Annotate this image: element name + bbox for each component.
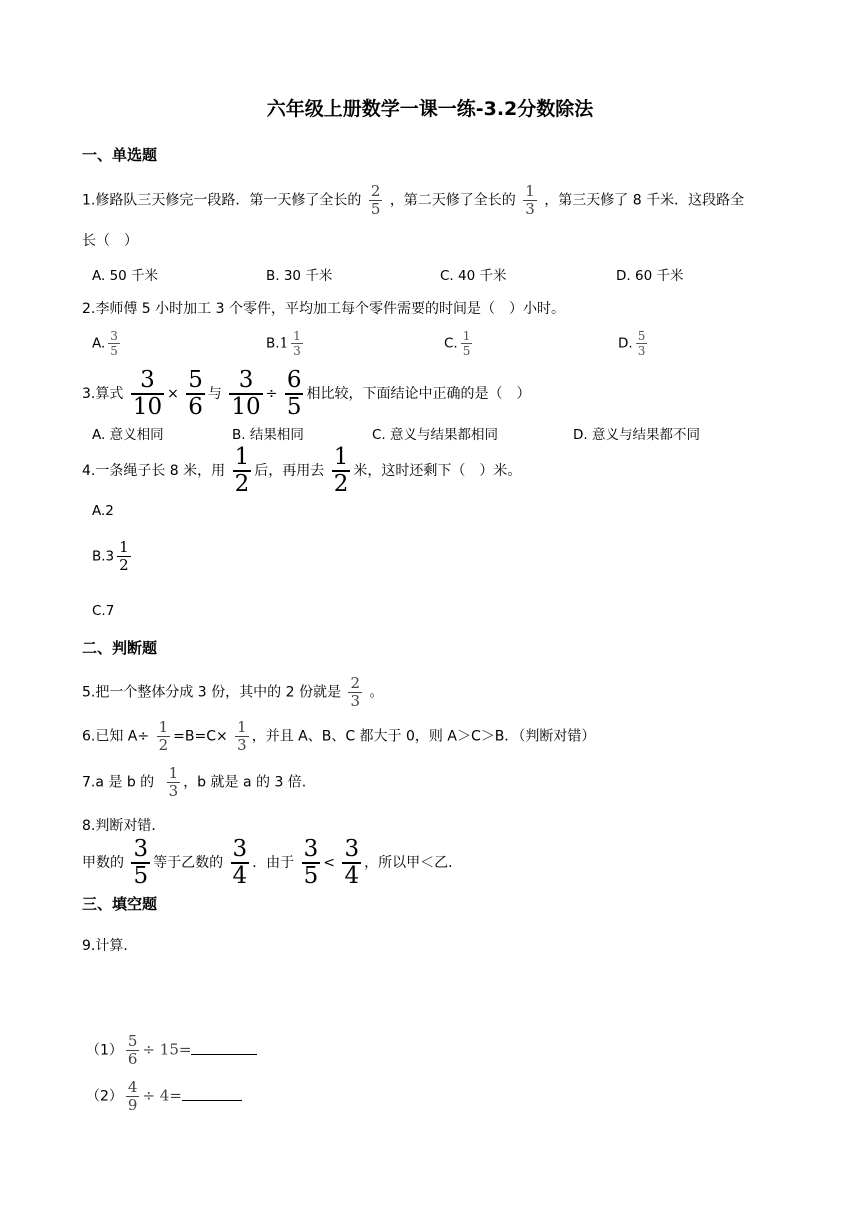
q3-text-a: 3.算式 (82, 386, 124, 402)
q1-line2: 长（ ） (82, 233, 138, 249)
question-2: 2.李师傅 5 小时加工 3 个零件，平均加工每个零件需要的时间是（ ）小时。 (82, 301, 565, 317)
q2-option-a-label: A. (92, 335, 106, 352)
q5-fraction-2-3: $\frac{2}{3}$ (350, 674, 360, 710)
q4-option-a[interactable]: A.2 (92, 503, 114, 519)
q3-fraction-3-10-a: $\frac{3}{10}$ (132, 367, 163, 420)
q2-option-c-label: C. (444, 335, 458, 352)
question-3 (82, 369, 530, 419)
q4-option-c[interactable]: C.7 (92, 603, 115, 619)
q4-text-c: 米，这时还剩下（ ）米。 (353, 463, 522, 479)
q3-option-a[interactable]: A. 意义相同 (92, 427, 164, 443)
q2-option-d-label: D. (618, 335, 633, 352)
q3-option-b[interactable]: B. 结果相同 (232, 427, 304, 443)
q9-part-2 (86, 1080, 242, 1113)
q8-text-d: ，所以甲＜乙． (364, 855, 463, 871)
q6-text-c: ，并且 A、B、C 都大于 0，则 A＞C＞B．（判断对错） (251, 728, 596, 745)
q9-part-1 (86, 1034, 257, 1067)
q1-option-c[interactable]: C. 40 千米 (440, 268, 507, 284)
q1-text-b: ，第二天修了全长的 (389, 192, 516, 209)
q6-fraction-1-3: $\frac{1}{3}$ (237, 718, 247, 754)
q8-text-b: 等于乙数的 (153, 855, 224, 871)
q3-option-d[interactable]: D. 意义与结果都不同 (573, 427, 700, 443)
q5-text-b: 。 (369, 684, 384, 701)
q3-fraction-6-5: $\frac{6}{5}$ (286, 367, 302, 420)
q3-option-c[interactable]: C. 意义与结果都相同 (372, 427, 499, 443)
q2-fraction-5-3: $\frac{5}{3}$ (637, 329, 646, 358)
q8-text-c: ．由于 (252, 855, 295, 871)
q7-text-a: 7.a 是 b 的 (82, 774, 155, 791)
q9-part-1-answer-blank[interactable] (191, 1042, 257, 1055)
question-5 (82, 676, 383, 709)
question-1 (82, 184, 744, 217)
q5-text-a: 5.把一个整体分成 3 份，其中的 2 份就是 (82, 684, 341, 701)
q7-fraction-1-3: $\frac{1}{3}$ (168, 764, 179, 800)
q8-fraction-3-4-b: $\frac{3}{4}$ (344, 836, 360, 889)
q4-option-b-label: B.3 (92, 548, 115, 565)
q3-text-b: 相比较，下面结论中正确的是（ ） (306, 386, 531, 402)
q2-fraction-1-5: $\frac{1}{5}$ (462, 329, 471, 358)
q6-text-a: 6.已知 A÷ (82, 728, 150, 745)
q4-option-b[interactable] (92, 540, 134, 573)
q9-part-1-label: （1） (86, 1042, 123, 1059)
q9-fraction-5-6: $\frac{5}{6}$ (127, 1032, 138, 1068)
q4-text-a: 4.一条绳子长 8 米，用 (82, 463, 226, 479)
section-heading-fill-blank: 三、填空题 (82, 895, 158, 913)
question-7 (82, 766, 306, 799)
q1-fraction-1-3: $\frac{1}{3}$ (525, 182, 535, 218)
question-9-title: 9.计算． (82, 938, 138, 954)
q2-option-b[interactable] (266, 330, 306, 357)
q6-text-b: =B=C× (173, 728, 228, 745)
q3-fraction-5-6: $\frac{5}{6}$ (188, 367, 203, 420)
question-8 (82, 838, 462, 888)
question-4 (82, 446, 521, 496)
q1-option-b[interactable]: B. 30 千米 (266, 268, 333, 284)
q8-fraction-3-5-a: $\frac{3}{5}$ (133, 836, 149, 889)
question-6 (82, 720, 595, 753)
section-heading-true-false: 二、判断题 (82, 639, 158, 657)
q8-fraction-3-5-b: $\frac{3}{5}$ (303, 836, 319, 889)
q2-fraction-3-5: $\frac{3}{5}$ (110, 329, 118, 358)
q4-text-b: 后，再用去 (254, 463, 325, 479)
q4-fraction-1-2-a: $\frac{1}{2}$ (234, 444, 250, 497)
q8-fraction-3-4-a: $\frac{3}{4}$ (232, 836, 248, 889)
q9-part-1-expression: ÷ 15= (142, 1040, 192, 1059)
q3-times-sign: × (167, 386, 179, 402)
q3-text-mid: 与 (207, 386, 222, 402)
q9-part-2-expression: ÷ 4= (142, 1086, 182, 1105)
q8-less-than: < (323, 855, 336, 871)
q2-option-c[interactable] (444, 330, 475, 357)
q1-text-c: ，第三天修了 8 千米．这段路全 (544, 192, 745, 209)
q8-text-a: 甲数的 (82, 855, 124, 871)
q2-fraction-1-3: $\frac{1}{3}$ (293, 329, 301, 358)
q1-text-a: 1.修路队三天修完一段路．第一天修了全长的 (82, 192, 362, 209)
q7-text-b: ，b 就是 a 的 3 倍. (183, 774, 307, 791)
q6-fraction-1-2: $\frac{1}{2}$ (158, 718, 169, 754)
q4-fraction-1-2-option: $\frac{1}{2}$ (119, 538, 129, 574)
q2-mixed-whole: 1 (279, 335, 289, 352)
q4-fraction-1-2-b: $\frac{1}{2}$ (333, 444, 349, 497)
q1-option-d[interactable]: D. 60 千米 (616, 268, 684, 284)
q2-option-a[interactable] (92, 330, 123, 357)
q2-option-d[interactable] (618, 330, 650, 357)
question-8-title: 8.判断对错． (82, 818, 166, 834)
page-title: 六年级上册数学一课一练-3.2分数除法 (266, 98, 594, 120)
q3-fraction-3-10-b: $\frac{3}{10}$ (231, 367, 261, 420)
q9-part-2-answer-blank[interactable] (182, 1088, 242, 1101)
q2-option-b-label: B. (266, 335, 280, 352)
q3-divide-sign: ÷ (265, 386, 278, 402)
section-heading-single-choice: 一、单选题 (82, 146, 158, 164)
q1-fraction-2-5: $\frac{2}{5}$ (370, 182, 381, 218)
q9-fraction-4-9: $\frac{4}{9}$ (127, 1078, 138, 1114)
q1-option-a[interactable]: A. 50 千米 (92, 268, 159, 284)
q9-part-2-label: （2） (86, 1088, 123, 1105)
